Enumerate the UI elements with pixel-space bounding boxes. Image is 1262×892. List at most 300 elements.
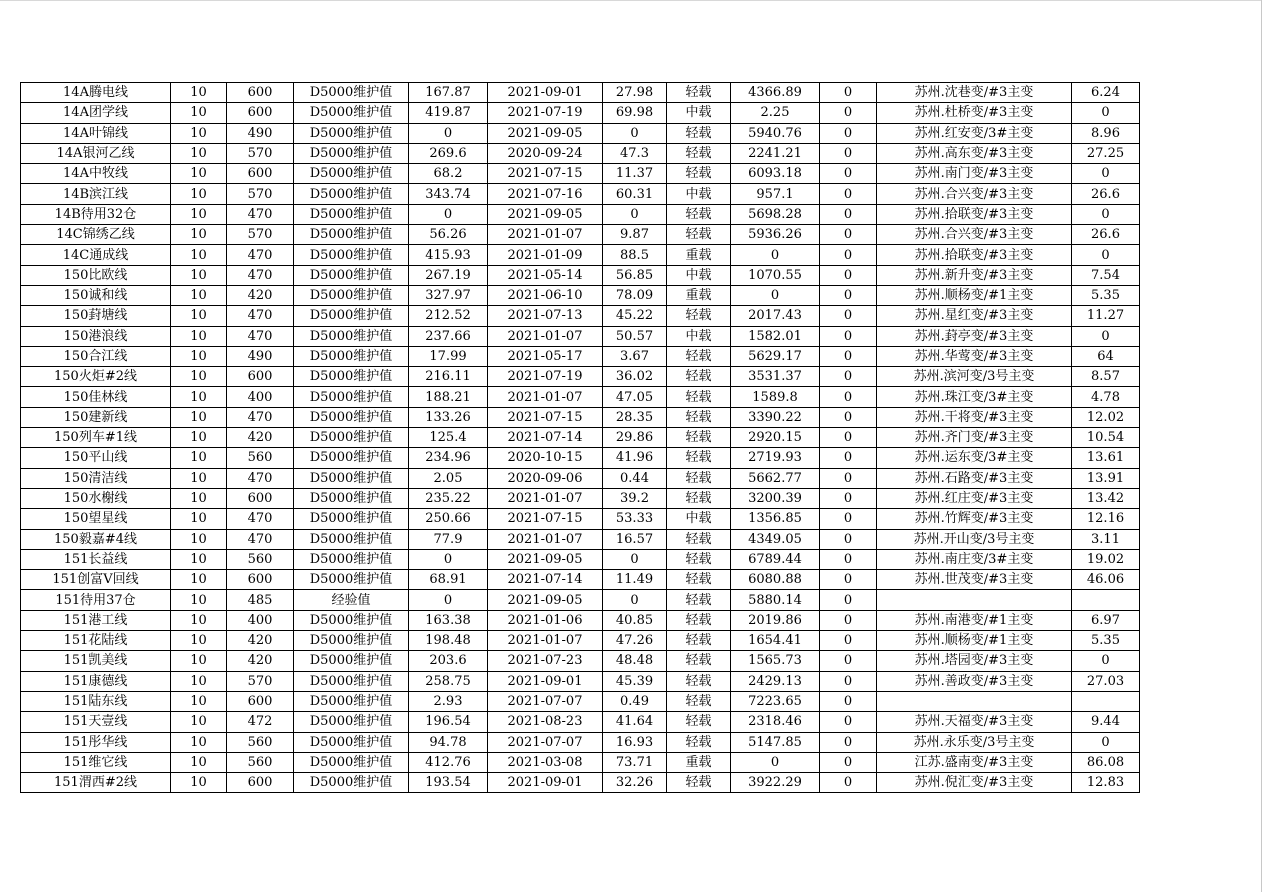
cell-voltage: 10 (171, 123, 227, 143)
cell-margin: 0 (731, 752, 820, 772)
table-row (21, 712, 1140, 732)
table-row (21, 529, 1140, 549)
cell-rated-capacity: 570 (227, 184, 294, 204)
cell-voltage: 10 (171, 549, 227, 569)
cell-record-date: 2021-07-15 (488, 509, 603, 529)
cell-record-date: 2020-09-06 (488, 468, 603, 488)
table-row (21, 610, 1140, 630)
cell-record-date: 2021-07-15 (488, 407, 603, 427)
cell-load-value: 237.66 (409, 326, 488, 346)
table-row (21, 225, 1140, 245)
cell-flag: 0 (820, 387, 877, 407)
cell-value-source: D5000维护值 (294, 529, 409, 549)
cell-margin: 957.1 (731, 184, 820, 204)
cell-value-source: D5000维护值 (294, 103, 409, 123)
cell-voltage: 10 (171, 407, 227, 427)
cell-value-source: D5000维护值 (294, 752, 409, 772)
cell-transformer-load: 5.35 (1072, 631, 1140, 651)
cell-record-date: 2021-05-14 (488, 265, 603, 285)
cell-value-source: D5000维护值 (294, 468, 409, 488)
cell-load-level: 轻载 (667, 367, 731, 387)
cell-margin: 4349.05 (731, 529, 820, 549)
cell-value-source: D5000维护值 (294, 387, 409, 407)
table-row (21, 773, 1140, 793)
cell-value-source: D5000维护值 (294, 428, 409, 448)
cell-load-rate: 27.98 (603, 83, 667, 103)
cell-load-level: 轻载 (667, 346, 731, 366)
cell-voltage: 10 (171, 671, 227, 691)
cell-load-level: 轻载 (667, 143, 731, 163)
cell-margin: 5629.17 (731, 346, 820, 366)
cell-rated-capacity: 600 (227, 773, 294, 793)
cell-load-rate: 0.49 (603, 691, 667, 711)
cell-margin: 5880.14 (731, 590, 820, 610)
cell-load-level: 轻载 (667, 306, 731, 326)
cell-record-date: 2021-01-07 (488, 529, 603, 549)
table-row (21, 103, 1140, 123)
cell-substation: 苏州.珠江变/3#主变 (877, 387, 1072, 407)
cell-record-date: 2021-08-23 (488, 712, 603, 732)
cell-load-rate: 50.57 (603, 326, 667, 346)
cell-flag: 0 (820, 570, 877, 590)
cell-load-rate: 0 (603, 123, 667, 143)
table-row (21, 631, 1140, 651)
cell-record-date: 2021-01-09 (488, 245, 603, 265)
cell-load-rate: 3.67 (603, 346, 667, 366)
cell-value-source: D5000维护值 (294, 184, 409, 204)
cell-substation: 苏州.南门变/#3主变 (877, 164, 1072, 184)
cell-load-rate: 45.39 (603, 671, 667, 691)
cell-rated-capacity: 560 (227, 549, 294, 569)
cell-substation: 江苏.盛南变/#3主变 (877, 752, 1072, 772)
cell-load-value: 415.93 (409, 245, 488, 265)
cell-substation: 苏州.塔园变/#3主变 (877, 651, 1072, 671)
cell-value-source: D5000维护值 (294, 773, 409, 793)
cell-substation: 苏州.葑亭变/#3主变 (877, 326, 1072, 346)
cell-rated-capacity: 470 (227, 468, 294, 488)
cell-rated-capacity: 560 (227, 448, 294, 468)
cell-record-date: 2021-01-07 (488, 488, 603, 508)
table-row (21, 285, 1140, 305)
cell-substation: 苏州.竹辉变/#3主变 (877, 509, 1072, 529)
cell-value-source: D5000维护值 (294, 245, 409, 265)
cell-load-rate: 40.85 (603, 610, 667, 630)
cell-load-value: 125.4 (409, 428, 488, 448)
cell-flag: 0 (820, 610, 877, 630)
cell-line-name: 150毅嘉#4线 (21, 529, 171, 549)
table-row (21, 752, 1140, 772)
cell-voltage: 10 (171, 529, 227, 549)
cell-rated-capacity: 470 (227, 529, 294, 549)
cell-load-level: 轻载 (667, 387, 731, 407)
cell-rated-capacity: 560 (227, 732, 294, 752)
cell-line-name: 150望星线 (21, 509, 171, 529)
cell-rated-capacity: 420 (227, 285, 294, 305)
cell-transformer-load: 10.54 (1072, 428, 1140, 448)
cell-margin: 2241.21 (731, 143, 820, 163)
cell-load-level: 轻载 (667, 691, 731, 711)
cell-transformer-load: 13.42 (1072, 488, 1140, 508)
cell-load-value: 258.75 (409, 671, 488, 691)
cell-record-date: 2021-09-05 (488, 590, 603, 610)
table-row (21, 387, 1140, 407)
cell-rated-capacity: 470 (227, 326, 294, 346)
cell-load-rate: 0.44 (603, 468, 667, 488)
table-row (21, 245, 1140, 265)
cell-rated-capacity: 600 (227, 103, 294, 123)
cell-record-date: 2021-01-06 (488, 610, 603, 630)
cell-load-level: 轻载 (667, 529, 731, 549)
cell-load-value: 267.19 (409, 265, 488, 285)
cell-record-date: 2021-07-23 (488, 651, 603, 671)
cell-rated-capacity: 400 (227, 610, 294, 630)
cell-record-date: 2021-01-07 (488, 387, 603, 407)
cell-line-name: 151康德线 (21, 671, 171, 691)
cell-margin: 2719.93 (731, 448, 820, 468)
cell-value-source: D5000维护值 (294, 549, 409, 569)
cell-substation: 苏州.滨河变/3号主变 (877, 367, 1072, 387)
table-row (21, 83, 1140, 103)
cell-margin: 5662.77 (731, 468, 820, 488)
cell-load-rate: 41.96 (603, 448, 667, 468)
cell-line-name: 151待用37仓 (21, 590, 171, 610)
table-row (21, 488, 1140, 508)
cell-margin: 6080.88 (731, 570, 820, 590)
table-row (21, 204, 1140, 224)
cell-load-level: 轻载 (667, 164, 731, 184)
cell-value-source: D5000维护值 (294, 285, 409, 305)
cell-load-rate: 47.05 (603, 387, 667, 407)
data-table (20, 82, 1140, 793)
cell-record-date: 2021-07-07 (488, 691, 603, 711)
cell-load-rate: 0 (603, 590, 667, 610)
cell-line-name: 150水榭线 (21, 488, 171, 508)
cell-transformer-load: 0 (1072, 204, 1140, 224)
cell-load-value: 203.6 (409, 651, 488, 671)
table-row (21, 367, 1140, 387)
cell-transformer-load: 11.27 (1072, 306, 1140, 326)
cell-rated-capacity: 420 (227, 428, 294, 448)
cell-flag: 0 (820, 225, 877, 245)
cell-voltage: 10 (171, 712, 227, 732)
cell-load-level: 轻载 (667, 631, 731, 651)
cell-flag: 0 (820, 773, 877, 793)
cell-value-source: D5000维护值 (294, 367, 409, 387)
cell-margin: 0 (731, 285, 820, 305)
cell-substation: 苏州.干将变/#3主变 (877, 407, 1072, 427)
cell-load-value: 0 (409, 590, 488, 610)
cell-flag: 0 (820, 83, 877, 103)
cell-line-name: 151陆东线 (21, 691, 171, 711)
cell-voltage: 10 (171, 306, 227, 326)
cell-load-value: 94.78 (409, 732, 488, 752)
cell-value-source: D5000维护值 (294, 631, 409, 651)
cell-margin: 2318.46 (731, 712, 820, 732)
cell-load-rate: 88.5 (603, 245, 667, 265)
cell-load-rate: 73.71 (603, 752, 667, 772)
cell-rated-capacity: 470 (227, 306, 294, 326)
cell-load-rate: 48.48 (603, 651, 667, 671)
cell-flag: 0 (820, 590, 877, 610)
cell-record-date: 2021-01-07 (488, 631, 603, 651)
cell-line-name: 151花陆线 (21, 631, 171, 651)
cell-transformer-load: 13.61 (1072, 448, 1140, 468)
cell-flag: 0 (820, 732, 877, 752)
cell-record-date: 2021-09-05 (488, 549, 603, 569)
cell-line-name: 151港工线 (21, 610, 171, 630)
cell-flag: 0 (820, 184, 877, 204)
cell-voltage: 10 (171, 691, 227, 711)
cell-flag: 0 (820, 752, 877, 772)
cell-load-rate: 78.09 (603, 285, 667, 305)
cell-line-name: 150葑塘线 (21, 306, 171, 326)
cell-load-level: 轻载 (667, 549, 731, 569)
cell-voltage: 10 (171, 225, 227, 245)
cell-transformer-load: 3.11 (1072, 529, 1140, 549)
cell-voltage: 10 (171, 103, 227, 123)
cell-margin: 2429.13 (731, 671, 820, 691)
cell-value-source: D5000维护值 (294, 610, 409, 630)
cell-flag: 0 (820, 103, 877, 123)
cell-transformer-load (1072, 691, 1140, 711)
cell-load-level: 轻载 (667, 671, 731, 691)
cell-load-value: 235.22 (409, 488, 488, 508)
cell-substation: 苏州.善政变/#3主变 (877, 671, 1072, 691)
table-row (21, 123, 1140, 143)
cell-substation: 苏州.永乐变/3号主变 (877, 732, 1072, 752)
cell-record-date: 2021-03-08 (488, 752, 603, 772)
cell-load-level: 轻载 (667, 83, 731, 103)
cell-margin: 1565.73 (731, 651, 820, 671)
cell-load-level: 轻载 (667, 428, 731, 448)
table-row (21, 509, 1140, 529)
cell-substation: 苏州.高东变/#3主变 (877, 143, 1072, 163)
cell-transformer-load: 12.83 (1072, 773, 1140, 793)
cell-substation: 苏州.合兴变/#3主变 (877, 225, 1072, 245)
cell-load-rate: 60.31 (603, 184, 667, 204)
cell-voltage: 10 (171, 428, 227, 448)
cell-margin: 2017.43 (731, 306, 820, 326)
table-row (21, 428, 1140, 448)
cell-line-name: 14A团学线 (21, 103, 171, 123)
cell-line-name: 150比欧线 (21, 265, 171, 285)
cell-load-rate: 0 (603, 204, 667, 224)
cell-load-value: 193.54 (409, 773, 488, 793)
cell-load-value: 56.26 (409, 225, 488, 245)
cell-substation: 苏州.开山变/3号主变 (877, 529, 1072, 549)
cell-substation: 苏州.华莺变/#3主变 (877, 346, 1072, 366)
cell-transformer-load: 13.91 (1072, 468, 1140, 488)
cell-substation: 苏州.红庄变/#3主变 (877, 488, 1072, 508)
cell-transformer-load: 8.96 (1072, 123, 1140, 143)
cell-line-name: 14B待用32仓 (21, 204, 171, 224)
cell-flag: 0 (820, 691, 877, 711)
cell-value-source: D5000维护值 (294, 570, 409, 590)
cell-flag: 0 (820, 143, 877, 163)
cell-load-rate: 9.87 (603, 225, 667, 245)
cell-record-date: 2021-05-17 (488, 346, 603, 366)
cell-value-source: 经验值 (294, 590, 409, 610)
cell-rated-capacity: 570 (227, 225, 294, 245)
cell-substation: 苏州.红安变/3#主变 (877, 123, 1072, 143)
table-row (21, 590, 1140, 610)
cell-voltage: 10 (171, 570, 227, 590)
cell-line-name: 150港浪线 (21, 326, 171, 346)
cell-transformer-load: 86.08 (1072, 752, 1140, 772)
cell-voltage: 10 (171, 448, 227, 468)
cell-substation: 苏州.顺杨变/#1主变 (877, 631, 1072, 651)
cell-load-value: 216.11 (409, 367, 488, 387)
cell-load-rate: 11.37 (603, 164, 667, 184)
cell-line-name: 151长益线 (21, 549, 171, 569)
cell-transformer-load: 0 (1072, 245, 1140, 265)
cell-flag: 0 (820, 549, 877, 569)
cell-line-name: 150建新线 (21, 407, 171, 427)
cell-load-level: 轻载 (667, 448, 731, 468)
cell-value-source: D5000维护值 (294, 691, 409, 711)
cell-rated-capacity: 472 (227, 712, 294, 732)
cell-value-source: D5000维护值 (294, 448, 409, 468)
cell-load-value: 196.54 (409, 712, 488, 732)
cell-voltage: 10 (171, 590, 227, 610)
cell-load-value: 163.38 (409, 610, 488, 630)
table-row (21, 549, 1140, 569)
cell-record-date: 2021-07-15 (488, 164, 603, 184)
cell-record-date: 2021-01-07 (488, 225, 603, 245)
cell-transformer-load: 0 (1072, 103, 1140, 123)
cell-load-rate: 32.26 (603, 773, 667, 793)
cell-flag: 0 (820, 488, 877, 508)
cell-transformer-load: 6.24 (1072, 83, 1140, 103)
cell-line-name: 150平山线 (21, 448, 171, 468)
cell-margin: 1589.8 (731, 387, 820, 407)
cell-load-level: 轻载 (667, 590, 731, 610)
cell-load-value: 0 (409, 549, 488, 569)
cell-voltage: 10 (171, 326, 227, 346)
cell-line-name: 150火炬#2线 (21, 367, 171, 387)
cell-flag: 0 (820, 448, 877, 468)
cell-record-date: 2021-09-05 (488, 123, 603, 143)
table-row (21, 346, 1140, 366)
cell-load-rate: 0 (603, 549, 667, 569)
cell-load-rate: 47.3 (603, 143, 667, 163)
cell-value-source: D5000维护值 (294, 407, 409, 427)
cell-value-source: D5000维护值 (294, 123, 409, 143)
cell-load-level: 轻载 (667, 225, 731, 245)
table-row (21, 306, 1140, 326)
cell-flag: 0 (820, 306, 877, 326)
cell-load-rate: 16.57 (603, 529, 667, 549)
cell-substation: 苏州.新升变/#3主变 (877, 265, 1072, 285)
table-row (21, 184, 1140, 204)
cell-line-name: 14C锦绣乙线 (21, 225, 171, 245)
cell-flag: 0 (820, 712, 877, 732)
cell-flag: 0 (820, 367, 877, 387)
cell-margin: 7223.65 (731, 691, 820, 711)
cell-voltage: 10 (171, 83, 227, 103)
table-row (21, 468, 1140, 488)
cell-value-source: D5000维护值 (294, 143, 409, 163)
cell-voltage: 10 (171, 285, 227, 305)
cell-load-value: 412.76 (409, 752, 488, 772)
cell-substation: 苏州.合兴变/#3主变 (877, 184, 1072, 204)
cell-voltage: 10 (171, 367, 227, 387)
cell-voltage: 10 (171, 346, 227, 366)
cell-transformer-load: 0 (1072, 326, 1140, 346)
cell-record-date: 2021-07-19 (488, 367, 603, 387)
cell-line-name: 151创富Ⅴ回线 (21, 570, 171, 590)
cell-line-name: 150合江线 (21, 346, 171, 366)
cell-rated-capacity: 600 (227, 367, 294, 387)
cell-margin: 1070.55 (731, 265, 820, 285)
cell-substation: 苏州.拾联变/#3主变 (877, 204, 1072, 224)
table-row (21, 407, 1140, 427)
cell-rated-capacity: 470 (227, 407, 294, 427)
cell-transformer-load (1072, 590, 1140, 610)
cell-transformer-load: 19.02 (1072, 549, 1140, 569)
cell-value-source: D5000维护值 (294, 488, 409, 508)
cell-flag: 0 (820, 671, 877, 691)
cell-line-name: 14C通成线 (21, 245, 171, 265)
cell-substation: 苏州.杜桥变/#3主变 (877, 103, 1072, 123)
cell-value-source: D5000维护值 (294, 204, 409, 224)
cell-transformer-load: 27.03 (1072, 671, 1140, 691)
cell-line-name: 151维它线 (21, 752, 171, 772)
cell-load-rate: 11.49 (603, 570, 667, 590)
cell-line-name: 150列车#1线 (21, 428, 171, 448)
cell-value-source: D5000维护值 (294, 712, 409, 732)
cell-voltage: 10 (171, 265, 227, 285)
cell-transformer-load: 4.78 (1072, 387, 1140, 407)
cell-load-level: 重载 (667, 285, 731, 305)
cell-margin: 3390.22 (731, 407, 820, 427)
table-row (21, 326, 1140, 346)
cell-voltage: 10 (171, 245, 227, 265)
cell-load-rate: 41.64 (603, 712, 667, 732)
cell-load-rate: 16.93 (603, 732, 667, 752)
cell-substation: 苏州.倪汇变/#3主变 (877, 773, 1072, 793)
cell-line-name: 14A银河乙线 (21, 143, 171, 163)
cell-flag: 0 (820, 509, 877, 529)
cell-load-rate: 47.26 (603, 631, 667, 651)
cell-value-source: D5000维护值 (294, 306, 409, 326)
cell-rated-capacity: 400 (227, 387, 294, 407)
cell-rated-capacity: 470 (227, 204, 294, 224)
cell-substation: 苏州.天福变/#3主变 (877, 712, 1072, 732)
cell-margin: 2019.86 (731, 610, 820, 630)
cell-flag: 0 (820, 529, 877, 549)
cell-load-value: 2.05 (409, 468, 488, 488)
cell-record-date: 2021-07-14 (488, 570, 603, 590)
table-row (21, 732, 1140, 752)
cell-flag: 0 (820, 651, 877, 671)
table-row (21, 448, 1140, 468)
cell-load-level: 重载 (667, 245, 731, 265)
cell-rated-capacity: 570 (227, 671, 294, 691)
cell-record-date: 2021-07-19 (488, 103, 603, 123)
cell-load-value: 77.9 (409, 529, 488, 549)
cell-transformer-load: 6.97 (1072, 610, 1140, 630)
cell-flag: 0 (820, 428, 877, 448)
cell-substation: 苏州.南庄变/3#主变 (877, 549, 1072, 569)
table-row (21, 691, 1140, 711)
cell-load-rate: 29.86 (603, 428, 667, 448)
cell-load-level: 轻载 (667, 570, 731, 590)
cell-load-value: 198.48 (409, 631, 488, 651)
cell-value-source: D5000维护值 (294, 83, 409, 103)
cell-voltage: 10 (171, 773, 227, 793)
cell-flag: 0 (820, 245, 877, 265)
